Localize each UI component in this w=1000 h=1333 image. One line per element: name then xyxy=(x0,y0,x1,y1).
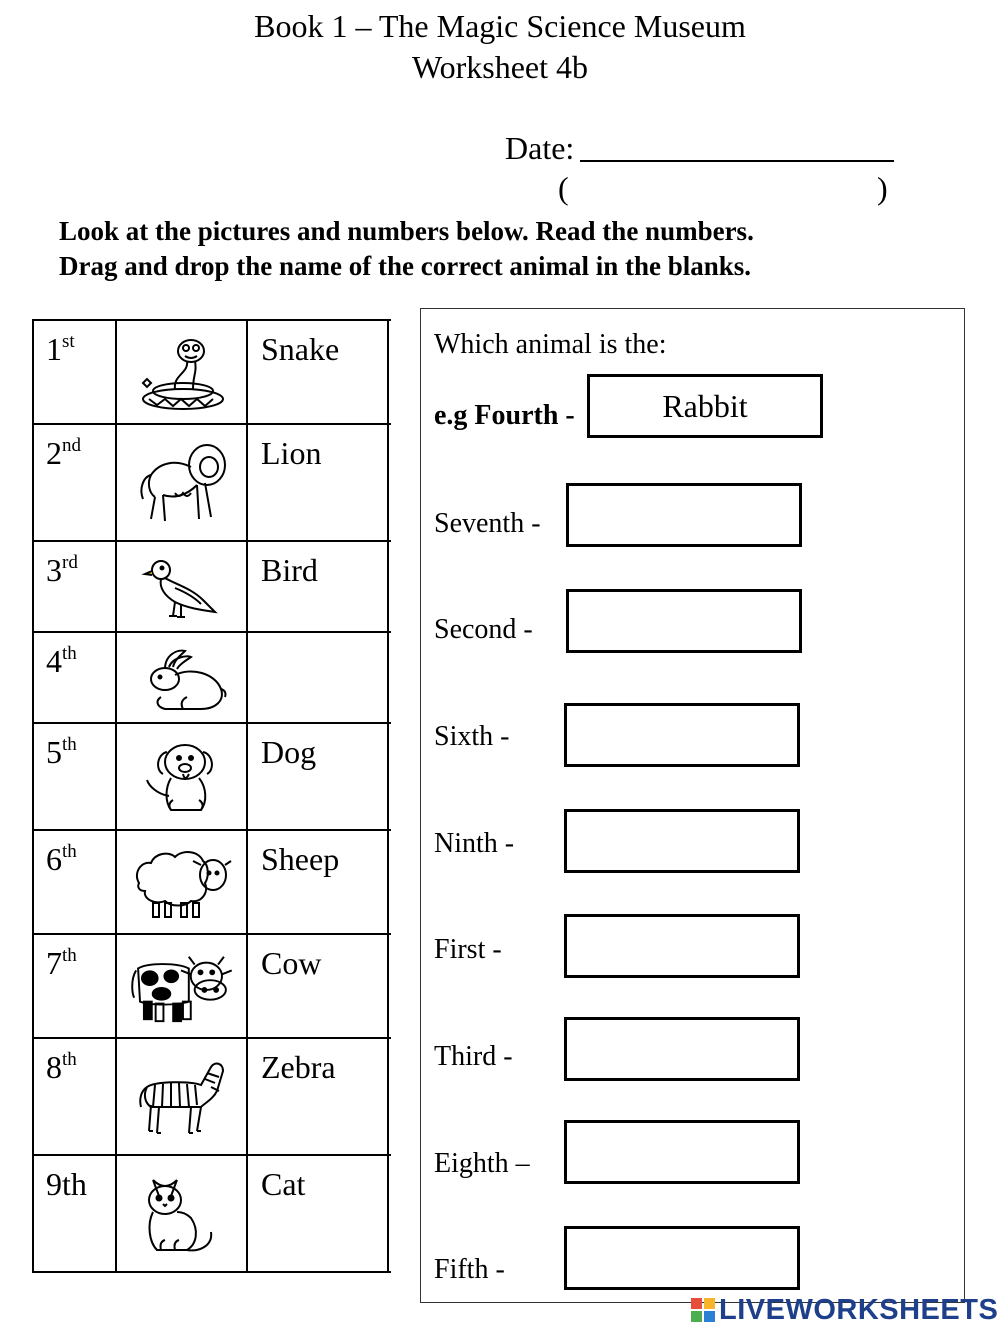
answer-drop-box-fifth[interactable] xyxy=(564,1226,800,1290)
paren-open: ( xyxy=(558,170,569,206)
question-label-fifth: Fifth - xyxy=(434,1254,505,1285)
animal-name: Lion xyxy=(261,435,322,471)
dog-icon xyxy=(135,736,231,820)
rabbit-icon xyxy=(135,645,231,715)
table-row xyxy=(34,831,391,935)
table-row xyxy=(34,542,391,633)
ordinal-label: 4th xyxy=(46,643,77,679)
answer-drop-box-sixth[interactable] xyxy=(564,703,800,767)
table-row xyxy=(34,633,391,724)
question-prompt: Which animal is the: xyxy=(434,329,667,360)
bird-icon xyxy=(135,554,231,624)
snake-icon xyxy=(135,333,231,413)
example-answer-box: Rabbit xyxy=(587,374,823,438)
logo-tiles-icon xyxy=(690,1297,716,1323)
date-label: Date: xyxy=(505,130,575,166)
ordinal-label: 5th xyxy=(46,734,77,770)
table-row xyxy=(34,425,391,542)
answer-drop-box-eighth[interactable] xyxy=(564,1120,800,1184)
date-blank-line xyxy=(580,160,894,162)
question-label-seventh: Seventh - xyxy=(434,508,541,539)
animal-ordinal-table xyxy=(32,319,391,1273)
answer-drop-box-third[interactable] xyxy=(564,1017,800,1081)
question-label-ninth: Ninth - xyxy=(434,828,515,859)
zebra-icon xyxy=(135,1051,231,1141)
cow-icon xyxy=(127,947,235,1027)
cat-icon xyxy=(135,1168,231,1258)
ordinal-label: 7th xyxy=(46,945,77,981)
ordinal-label: 8th xyxy=(46,1049,77,1085)
question-label-sixth: Sixth - xyxy=(434,721,510,752)
table-row xyxy=(34,724,391,831)
answer-drop-box-seventh[interactable] xyxy=(566,483,802,547)
lion-icon xyxy=(135,437,231,529)
sheep-icon xyxy=(129,843,233,923)
question-label-third: Third - xyxy=(434,1041,513,1072)
paren-close: ) xyxy=(877,170,888,206)
answer-drop-box-ninth[interactable] xyxy=(564,809,800,873)
animal-name: Cow xyxy=(261,945,322,981)
instruction-line-2: Drag and drop the name of the correct animal in the blanks. xyxy=(59,251,752,281)
animal-name: Snake xyxy=(261,331,340,367)
question-label-second: Second - xyxy=(434,614,533,645)
table-row xyxy=(34,1156,391,1273)
example-label: e.g Fourth - xyxy=(434,400,575,431)
logo-text: LIVEWORKSHEETS xyxy=(719,1293,999,1326)
animal-name: Cat xyxy=(261,1166,306,1202)
animal-name: Dog xyxy=(261,734,317,770)
answer-drop-box-first[interactable] xyxy=(564,914,800,978)
question-label-eighth: Eighth – xyxy=(434,1148,530,1179)
animal-name: Zebra xyxy=(261,1049,336,1085)
instruction-line-1: Look at the pictures and numbers below. Read the numbers. xyxy=(59,216,754,246)
animal-name: Bird xyxy=(261,552,318,588)
question-label-first: First - xyxy=(434,934,502,965)
ordinal-label: 6th xyxy=(46,841,77,877)
worksheet-subtitle: Worksheet 4b xyxy=(411,49,589,85)
table-row xyxy=(34,935,391,1039)
ordinal-label: 9th xyxy=(46,1166,87,1202)
table-row xyxy=(34,1039,391,1156)
table-row xyxy=(34,321,391,425)
ordinal-label: 1st xyxy=(46,331,75,367)
worksheet-title: Book 1 – The Magic Science Museum xyxy=(254,8,746,44)
liveworksheets-logo xyxy=(690,1290,998,1330)
ordinal-label: 2nd xyxy=(46,435,81,471)
animal-name: Sheep xyxy=(261,841,340,877)
ordinal-label: 3rd xyxy=(46,552,78,588)
answer-drop-box-second[interactable] xyxy=(566,589,802,653)
